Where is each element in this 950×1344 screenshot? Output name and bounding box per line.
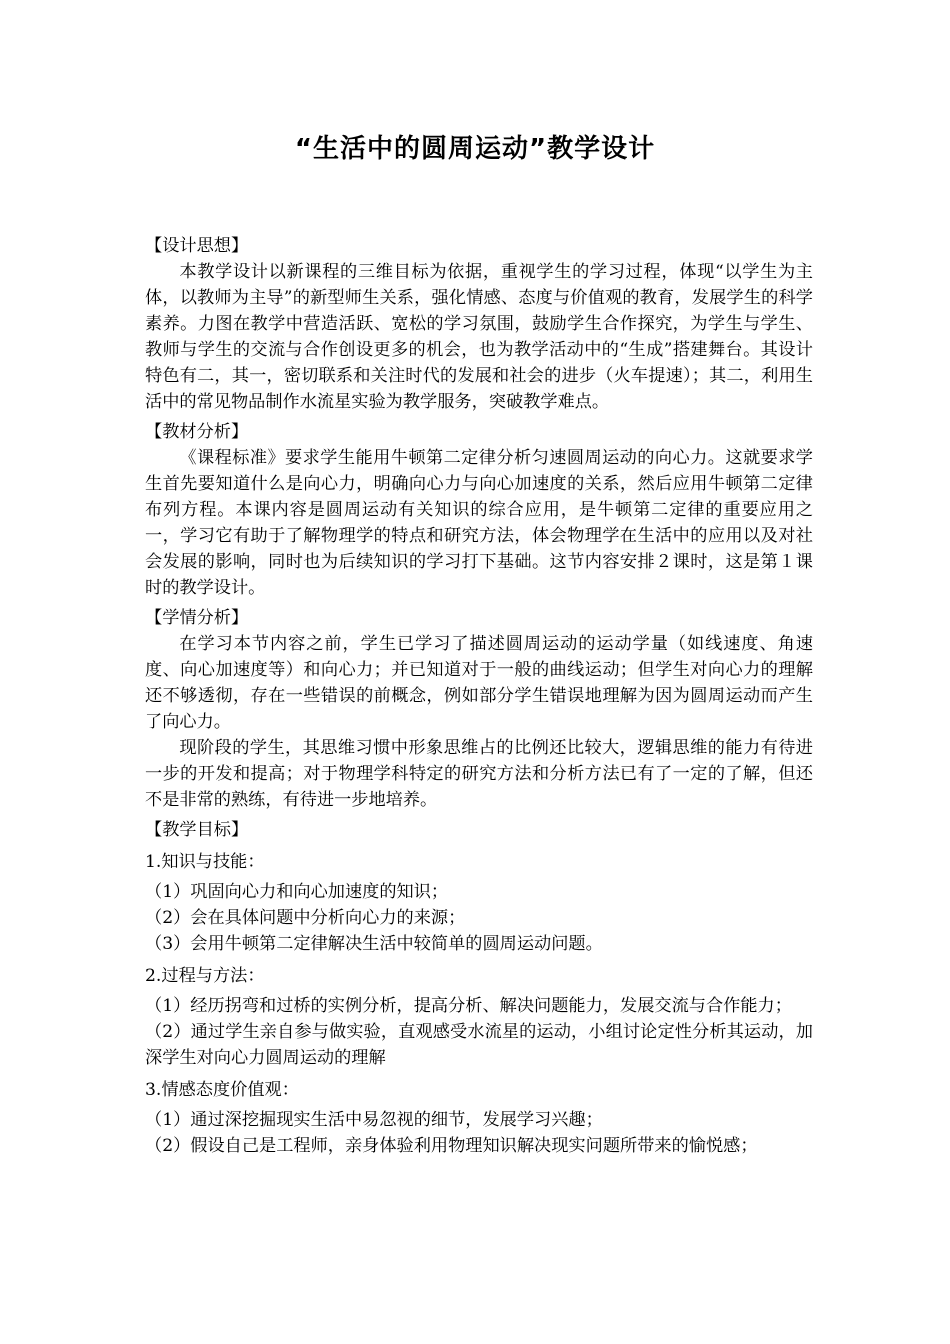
section-heading-student-analysis: 【学情分析】 — [145, 608, 249, 628]
textbook-analysis-paragraph: 《课程标准》要求学生能用牛顿第二定律分析匀速圆周运动的向心力。这就要求学生首先要知道什么是向心力，明确向心力与向心加速度的关系，然后应用牛顿第二定律布列方程。本课内容是圆周运动有关知识的综合应用，是牛顿第二定律的重要应用之一，学习它有助于了解物理学的特点和研究方法，体会物理学在生活中的应用以及对社会发展的影响，同时也为后续知识的学习打下基础。这节内容安排２课时，这是第１课时的教学设计。 — [145, 448, 813, 598]
goal-label-knowledge: 1.知识与技能： — [145, 852, 265, 872]
design-idea-paragraph: 本教学设计以新课程的三维目标为依据，重视学生的学习过程，体现“以学生为主体，以教师为主导”的新型师生关系，强化情感、态度与价值观的教育，发展学生的科学素养。力图在教学中营造活跃、宽松的学习氛围，鼓励学生合作探究，为学生与学生、教师与学生的交流与合作创设更多的机会，也为教学活动中的“生成”搭建舞台。其设计特色有二，其一，密切联系和关注时代的发展和社会的进步（火车提速）；其二，利用生活中的常见物品制作水流星实验为教学服务，突破教学难点。 — [145, 262, 813, 412]
section-heading-design-idea: 【设计思想】 — [145, 236, 249, 256]
goal-item: （3）会用牛顿第二定律解决生活中较简单的圆周运动问题。 — [145, 934, 603, 954]
goal-item: （1）通过深挖掘现实生活中易忽视的细节，发展学习兴趣； — [145, 1110, 603, 1130]
goal-item: （2）通过学生亲自参与做实验，直观感受水流星的运动，小组讨论定性分析其运动，加深学生对向心力圆周运动的理解 — [145, 1022, 813, 1068]
goal-item: （2）假设自己是工程师，亲身体验利用物理知识解决现实问题所带来的愉悦感； — [145, 1136, 758, 1156]
section-heading-textbook-analysis: 【教材分析】 — [145, 422, 249, 442]
document-body — [145, 233, 813, 1159]
goal-item: （1）巩固向心力和向心加速度的知识； — [145, 882, 449, 902]
goal-label-emotion: 3.情感态度价值观： — [145, 1080, 299, 1100]
goal-item: （2）会在具体问题中分析向心力的来源； — [145, 908, 466, 928]
goal-label-process: 2.过程与方法： — [145, 966, 265, 986]
document-title: “生活中的圆周运动”教学设计 — [294, 134, 656, 164]
goal-item: （1）经历拐弯和过桥的实例分析，提高分析、解决问题能力，发展交流与合作能力； — [145, 996, 792, 1016]
student-analysis-paragraph-2: 现阶段的学生，其思维习惯中形象思维占的比例还比较大，逻辑思维的能力有待进一步的开发和提高；对于物理学科特定的研究方法和分析方法已有了一定的了解，但还不是非常的熟练，有待进一步地培养。 — [145, 738, 813, 810]
student-analysis-paragraph-1: 在学习本节内容之前，学生已学习了描述圆周运动的运动学量（如线速度、角速度、向心加速度等）和向心力；并已知道对于一般的曲线运动；但学生对向心力的理解还不够透彻，存在一些错误的前概念，例如部分学生错误地理解为因为圆周运动而产生了向心力。 — [145, 634, 813, 732]
section-heading-teaching-goals: 【教学目标】 — [145, 820, 249, 840]
